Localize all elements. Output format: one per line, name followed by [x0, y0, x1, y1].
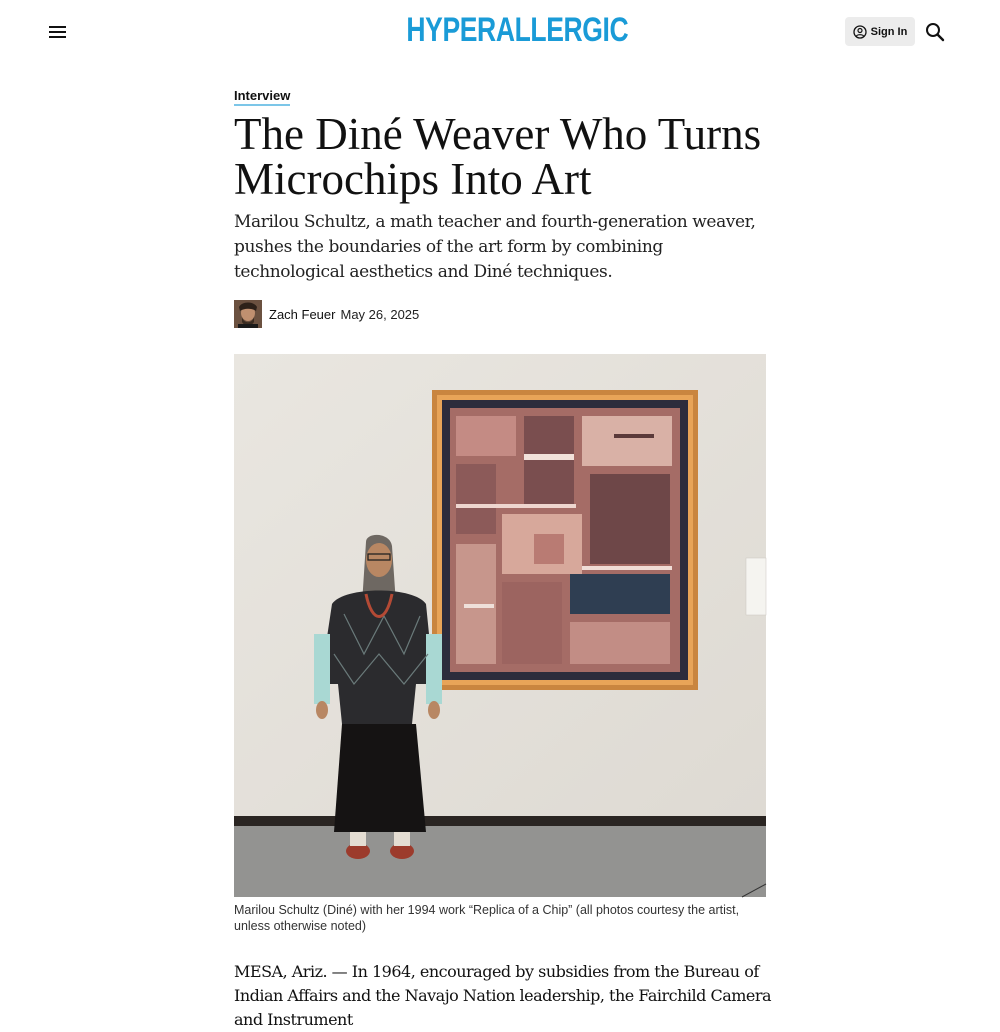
- menu-icon-line: [49, 31, 66, 33]
- sign-in-label: Sign In: [870, 25, 908, 38]
- author-avatar[interactable]: [234, 300, 262, 328]
- menu-button[interactable]: [47, 22, 69, 42]
- article-body-paragraph: MESA, Ariz. — In 1964, encouraged by subsidies from the Bureau of Indian Affairs and the Navajo Nation leadership, the Fairchild Camera and Instrument: [234, 962, 772, 1029]
- category-link[interactable]: Interview: [234, 88, 290, 106]
- sign-in-button[interactable]: [845, 17, 915, 46]
- menu-icon-line: [49, 26, 66, 28]
- site-logo[interactable]: HYPERALLERGIC: [406, 11, 629, 49]
- hero-caption: Marilou Schultz (Diné) with her 1994 work “Replica of a Chip” (all photos courtesy the artist, unless otherwise noted): [234, 903, 740, 933]
- hero-image: [234, 354, 766, 897]
- user-circle-icon: [853, 25, 867, 39]
- publish-date: May 26, 2025: [340, 306, 420, 322]
- menu-icon-line: [49, 36, 66, 38]
- article-dek: Marilou Schultz, a math teacher and fourth-generation weaver, pushes the boundaries of the art form by combining technological aesthetics and Diné techniques.: [234, 212, 756, 282]
- search-button[interactable]: [924, 21, 946, 43]
- byline: [234, 300, 419, 328]
- search-icon: [924, 21, 946, 43]
- author-name[interactable]: Zach Feuer: [269, 306, 336, 322]
- article-title: The Diné Weaver Who Turns Microchips Into Art: [234, 109, 762, 204]
